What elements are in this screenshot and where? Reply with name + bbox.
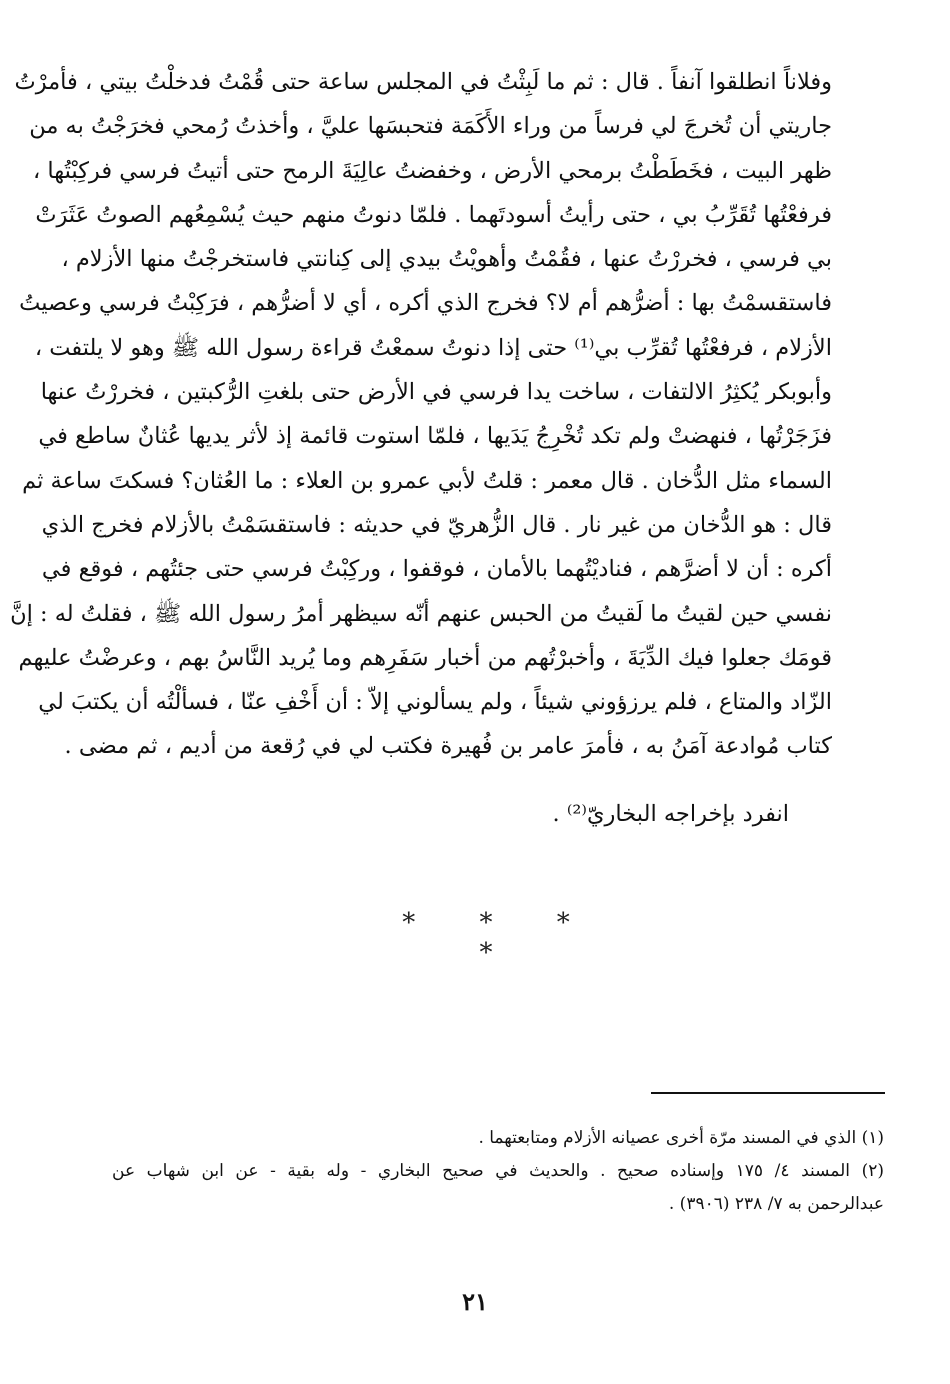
text-line: قومَك جعلوا فيك الدِّيَةَ ، وأخبرْتُهم من أخبار سَفَرِهم وما يُريد النَّاسُ بهم ، وعرضْتُ عليهم bbox=[18, 644, 832, 671]
text-line: بي فرسي ، فخررْتُ عنها ، فقُمْتُ وأهويْتُ بيدي إلى كِنانتي فاستخرجْتُ منها الأزلام ، bbox=[61, 246, 832, 273]
closing-line: انفرد بإخراجه البخاريّ⁽²⁾ . bbox=[552, 801, 789, 827]
text-line: الأزلام ، فرفعْتُها تُقرِّب بي⁽¹⁾ حتى إذا دنوتُ سمعْتُ قراءة رسول الله ﷺ وهو لا يلتفت ، bbox=[34, 334, 832, 361]
text-line: كتاب مُوادعة آمَنُ به ، فأمرَ عامر بن فُهيرة فكتب لي في رُقعة من أديم ، ثم مضى . bbox=[64, 733, 832, 760]
footnote-2: (٢) المسند ٤/ ١٧٥ وإسناده صحيح . والحديث في صحيح البخاري - وله بقية - عن ابن شهاب عن bbox=[112, 1161, 885, 1181]
text-line: فاستقسمْتُ بها : أضرُّهم أم لا؟ فخرج الذي أكره ، أي لا أضرُّهم ، فرَكِبْتُ فرسي وعصيتُ bbox=[19, 290, 832, 317]
text-line: ظهر البيت ، فخَطَطْتُ برمحي الأرض ، وخفضتُ عالِيَةَ الرمح حتى أتيتُ فرسي فركِبْتُها ، bbox=[33, 157, 832, 184]
text-line: جاريتي أن تُخرجَ لي فرساً من وراء الأَكَمَة فتحبسَها عليَّ ، وأخذتُ رُمحي فخرَجْتُ به من bbox=[29, 113, 832, 140]
text-line: قال : هو الدُّخان من غير نار . قال الزُّهريّ في حديثه : فاستقسَمْتُ بالأزلام فخرج الذي bbox=[41, 511, 832, 538]
page-number: ٢١ bbox=[462, 1287, 488, 1316]
text-line: وفلاناً انطلقوا آنفاً . قال : ثم ما لَبِثْتُ في المجلس ساعة حتى قُمْتُ فدخلْتُ بيتي ، فأمرْتُ bbox=[14, 69, 832, 95]
main-text-block bbox=[10, 60, 832, 769]
text-line: فرفعْتُها تُقَرِّبُ بي ، حتى رأيتُ أسودتَهما . فلمّا دنوتُ منهم حيث يُسْمِعُهم الصوتُ عَثَرَتْ bbox=[35, 201, 832, 228]
section-separator: * * * * bbox=[402, 908, 598, 968]
footnote-2-continued: عبدالرحمن به ٧/ ٢٣٨ (٣٩٠٦) . bbox=[668, 1194, 884, 1214]
text-line: وأبوبكر يُكثِرُ الالتفات ، ساخت يدا فرسي في الأرض حتى بلغتِ الرُّكبتين ، فخررْتُ عنها bbox=[40, 379, 832, 406]
footnotes bbox=[112, 1122, 884, 1221]
text-line: أكره : أن لا أضرَّهم ، فناديْتُهما بالأمان ، فوقفوا ، وركِبْتُ فرسي حتى جئتُهم ، فوقع في bbox=[41, 556, 832, 583]
text-line: السماء مثل الدُّخان . قال معمر : قلتُ لأبي عمرو بن العلاء : ما العُثان؟ فسكتَ ساعة ثم bbox=[22, 467, 832, 494]
footnote-1: (١) الذي في المسند مرّة أخرى عصيانه الأزلام ومتابعتهما . bbox=[478, 1128, 884, 1148]
text-line: نفسي حين لقيتُ ما لَقيتُ من الحبس عنهم أنّه سيظهر أمرُ رسول الله ﷺ ، فقلتُ له : إنَّ bbox=[10, 600, 832, 627]
footnote-divider bbox=[651, 1092, 885, 1094]
text-line: الزّاد والمتاع ، فلم يرزؤوني شيئاً ، ولم يسألوني إلاّ : أن أَخْفِ عنّا ، فسألْتُه أن يكتبَ لي bbox=[38, 689, 832, 716]
text-line: فزَجَرْتُها ، فنهضتْ ولم تكد تُخْرِجُ يَدَيها ، فلمّا استوت قائمة إذ لأثر يديها عُثانٌ ساطع في bbox=[38, 423, 832, 450]
